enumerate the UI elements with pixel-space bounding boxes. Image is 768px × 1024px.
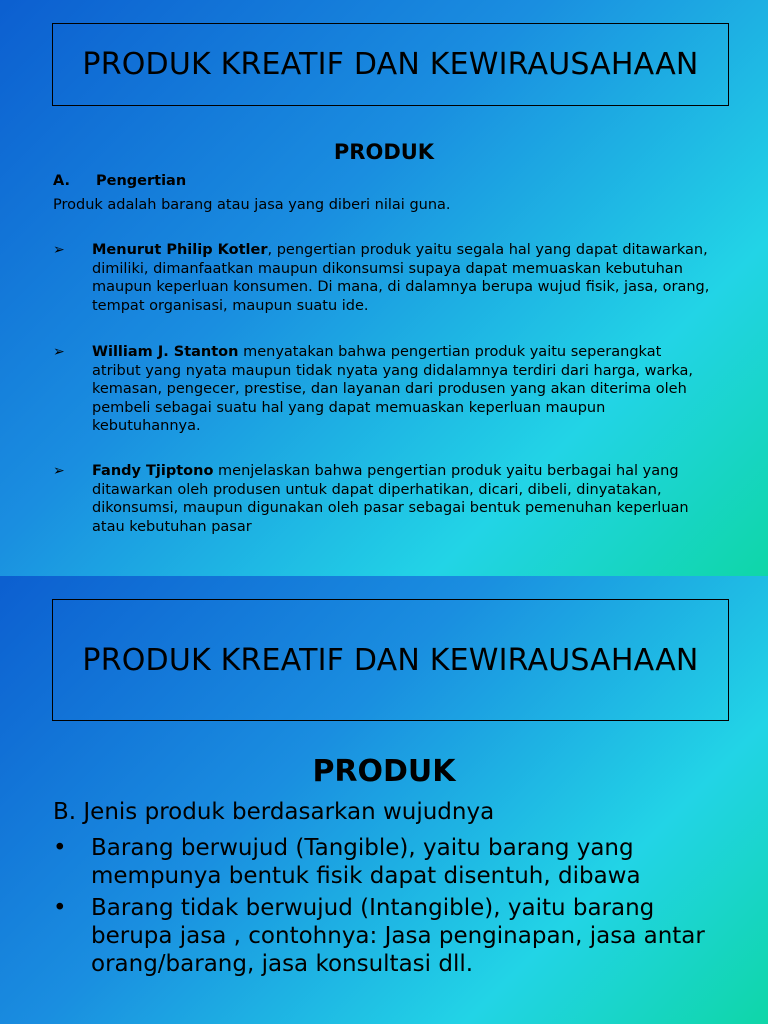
slide-title: PRODUK KREATIF DAN KEWIRAUSAHAAN: [52, 599, 729, 721]
subsection-letter: A.: [53, 173, 70, 189]
product-type-list: [53, 834, 733, 982]
definition-point: [53, 462, 713, 536]
arrow-bullet-icon: ➢: [53, 344, 65, 360]
subsection-title: B. Jenis produk berdasarkan wujudnya: [53, 799, 495, 825]
point-author: Fandy Tjiptono: [92, 463, 214, 479]
subsection-label: Pengertian: [96, 173, 187, 189]
definition-point: [53, 241, 713, 315]
section-heading: PRODUK: [333, 140, 435, 164]
point-author: William J. Stanton: [92, 344, 239, 360]
subsection-title: [53, 173, 186, 189]
definition-text: Produk adalah barang atau jasa yang diberi nilai guna.: [53, 197, 451, 213]
arrow-bullet-icon: ➢: [53, 242, 65, 258]
slide-title: PRODUK KREATIF DAN KEWIRAUSAHAAN: [52, 23, 729, 106]
bullet-dot-icon: •: [53, 895, 67, 921]
list-item: [53, 834, 733, 890]
list-item-text: Barang berwujud (Tangible), yaitu barang yang mempunya bentuk fisik dapat disentuh, dibawa: [91, 835, 641, 889]
definition-point: [53, 343, 713, 436]
section-heading: PRODUK: [312, 754, 456, 789]
point-text: menyatakan bahwa pengertian produk yaitu seperangkat atribut yang nyata maupun tidak nyata yang didalamnya terdiri dari harga, warka, kemasan, pengecer, prestise, dan layanan dari produsen yang akan diterima oleh pembeli sebagai suatu hal yang dapat memuaskan keperluan maupun kebutuhannya.: [92, 344, 693, 435]
arrow-bullet-icon: ➢: [53, 463, 65, 479]
slide-2: [0, 576, 768, 1024]
list-item-text: Barang tidak berwujud (Intangible), yaitu barang berupa jasa , contohnya: Jasa penginapan, jasa antar orang/barang, jasa konsultasi dll.: [91, 895, 705, 977]
point-text: , pengertian produk yaitu segala hal yang dapat ditawarkan, dimiliki, dimanfaatkan maupun dikonsumsi supaya dapat memuaskan kebutuhan maupun keperluan konsumen. Di mana, di dalamnya berupa wujud fisik, jasa, orang, tempat organisasi, maupun suatu ide.: [92, 242, 710, 314]
point-text: menjelaskan bahwa pengertian produk yaitu berbagai hal yang ditawarkan oleh produsen untuk dapat diperhatikan, dicari, dibeli, dinyatakan, dikonsumsi, maupun digunakan oleh pasar sebagai bentuk pemenuhan keperluan atau kebutuhan pasar: [92, 463, 689, 535]
point-author: Menurut Philip Kotler: [92, 242, 268, 258]
bullet-dot-icon: •: [53, 835, 67, 861]
list-item: [53, 894, 733, 978]
